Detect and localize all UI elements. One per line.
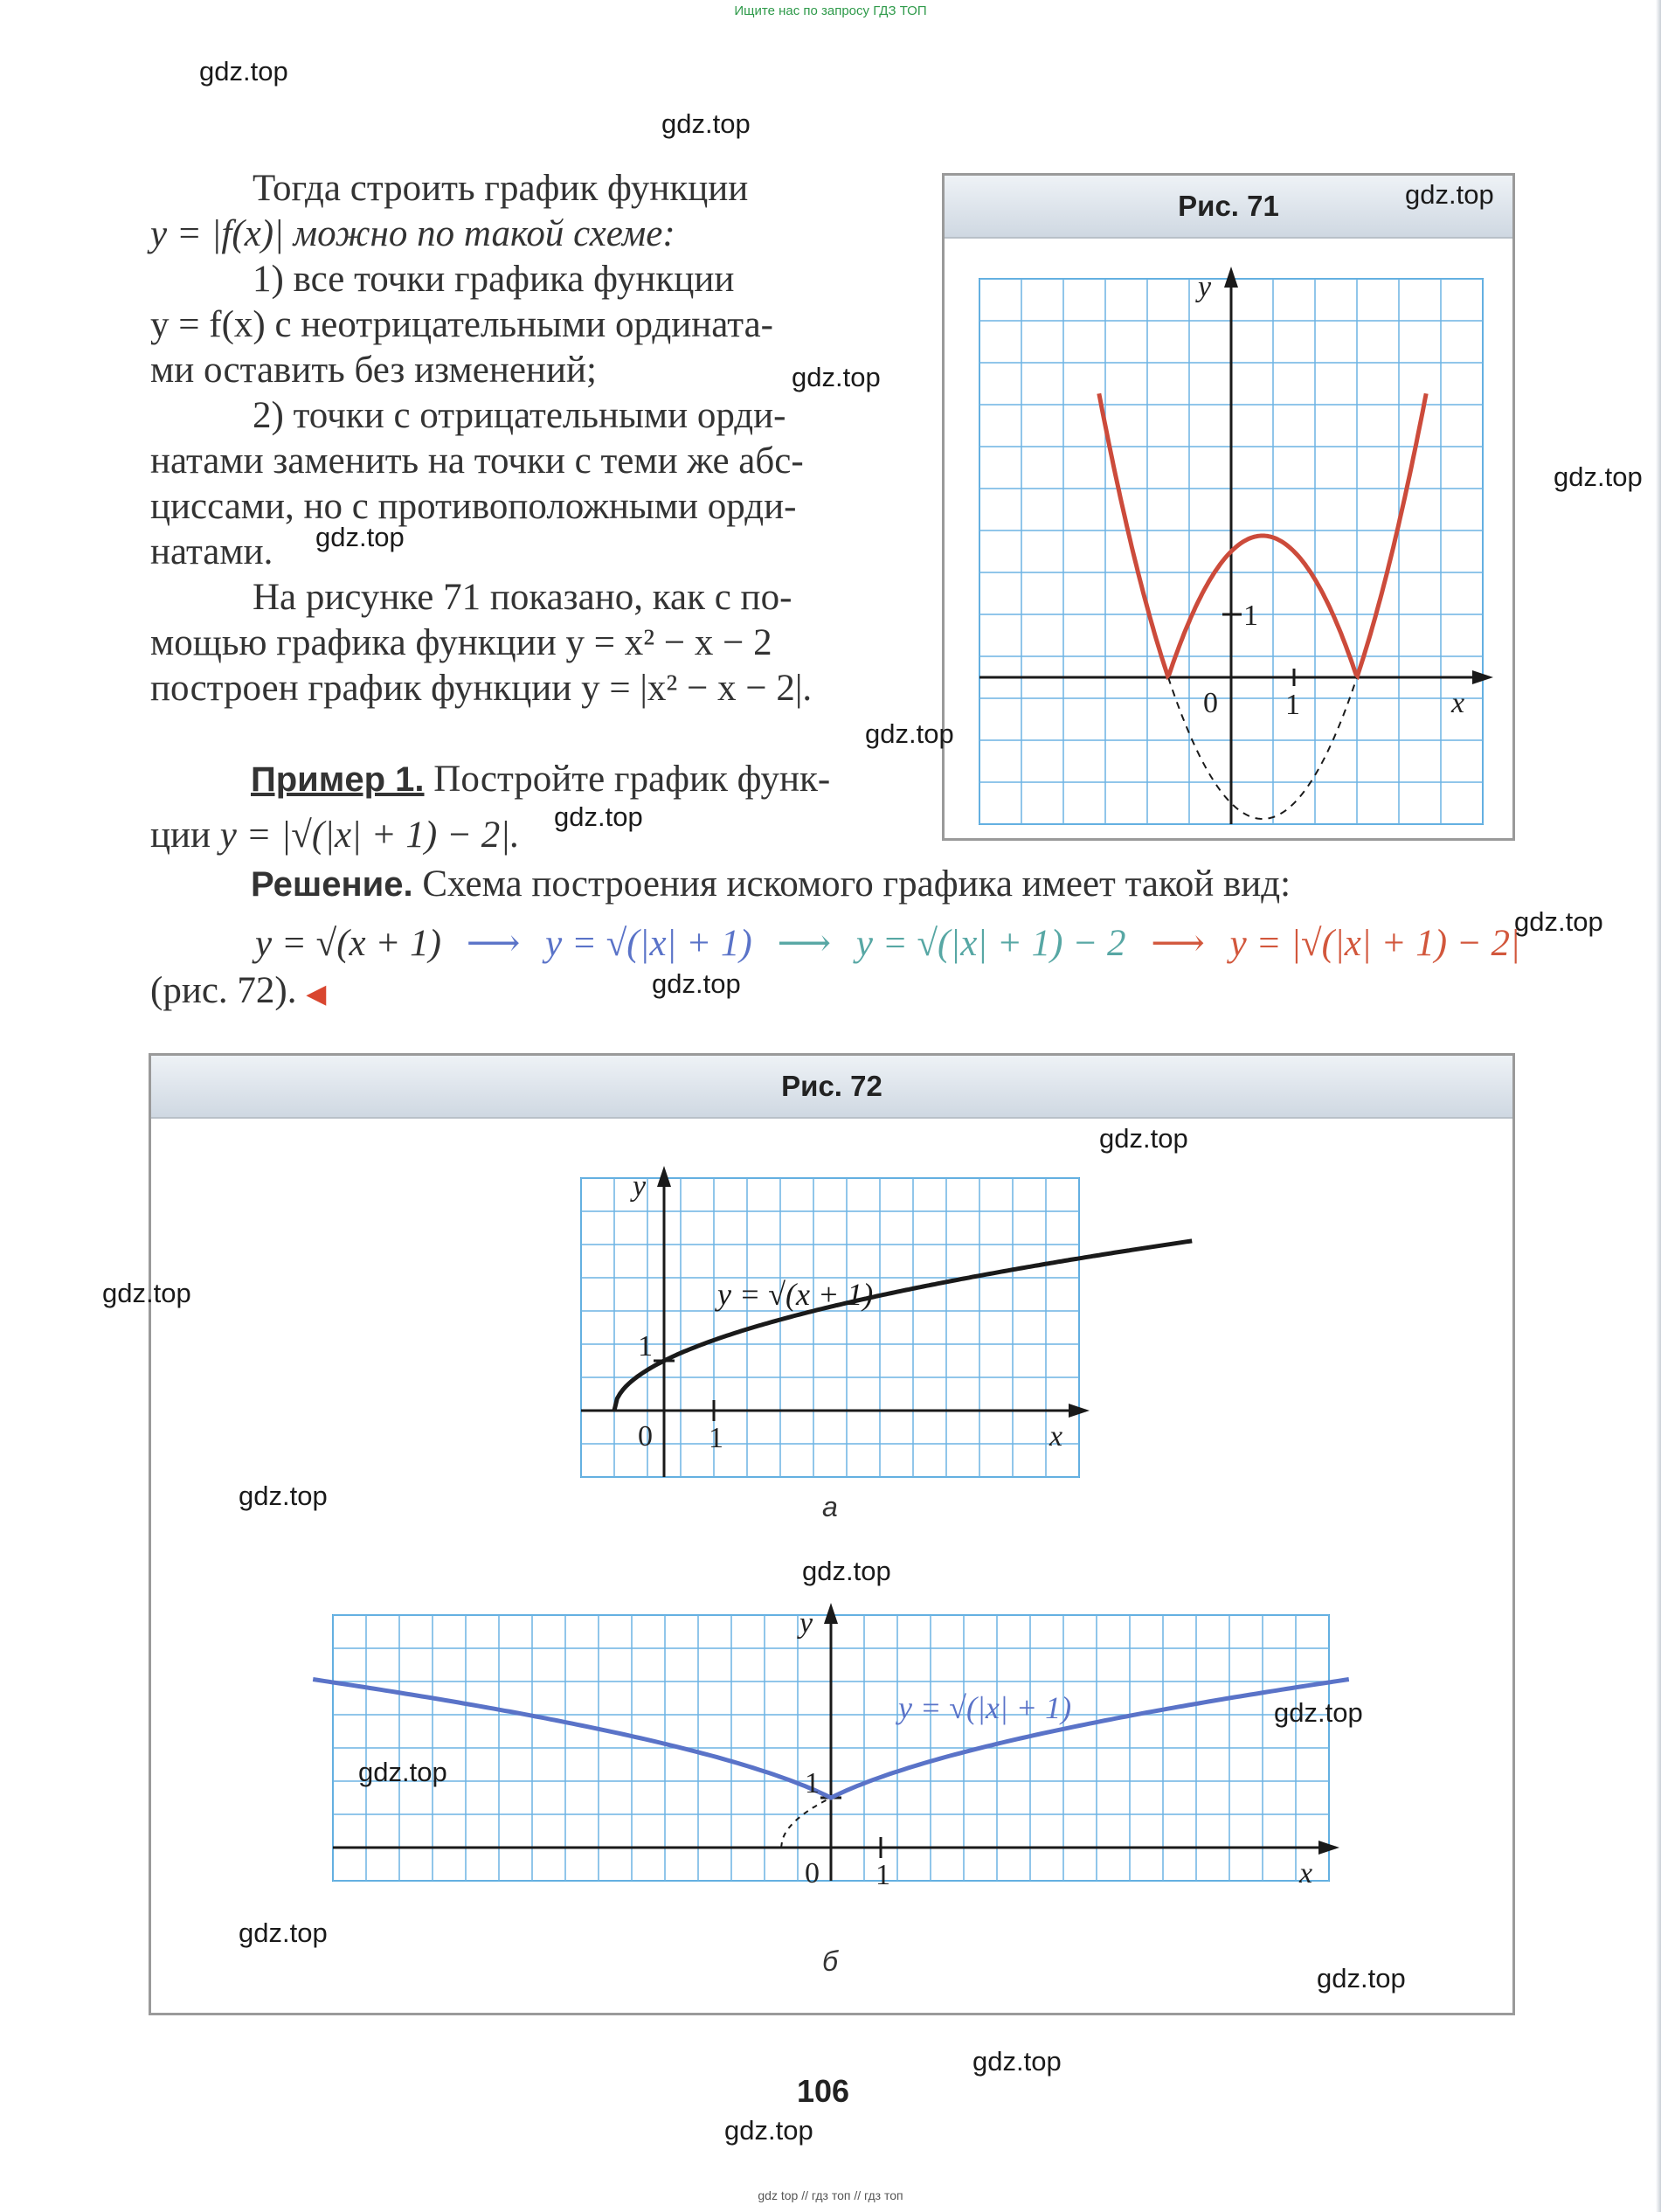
y-tick-label: 1 [638, 1330, 653, 1363]
watermark: gdz.top [315, 522, 405, 552]
step-2: y = √(|x| + 1) [545, 923, 752, 964]
origin-label: 0 [638, 1420, 653, 1453]
text-line-6: 2) точки с отрицательными орди- [253, 395, 786, 436]
text-line-3: 1) все точки графика функции [253, 259, 735, 300]
x-tick-label: 1 [709, 1422, 723, 1454]
arrow-3: ⟶ [1151, 923, 1205, 964]
text-line-8: циссами, но с противоположными орди- [150, 486, 797, 527]
solution-block [150, 862, 1520, 1019]
x-tick-label: 1 [1285, 689, 1300, 721]
text-line-10: На рисунке 71 показано, как с по- [253, 577, 792, 618]
page-number: 106 [797, 2073, 850, 2109]
curve-label: y = √(|x| + 1) [898, 1690, 1072, 1725]
text-line-11: мощью графика функции y = x² − x − 2 [150, 622, 772, 663]
x-tick-label: 1 [875, 1859, 890, 1891]
watermark: gdz.top [802, 1556, 891, 1586]
step-4: y = |√(|x| + 1) − 2| [1229, 923, 1520, 964]
watermark: gdz.top [1554, 461, 1643, 492]
page-edge [1656, 0, 1661, 2212]
figure-72-chart [151, 1056, 1512, 2013]
figure-71-title: Рис. 71 [945, 176, 1512, 239]
watermark: gdz.top [1317, 1963, 1406, 1994]
watermark: gdz.top [865, 718, 954, 749]
text-line-1: Тогда строить график функции [253, 168, 749, 209]
y-axis-label: y [633, 1170, 647, 1203]
solution-steps [255, 921, 1520, 967]
watermark: gdz.top [1514, 906, 1603, 937]
watermark: gdz.top [554, 801, 643, 832]
watermark: gdz.top [358, 1757, 447, 1787]
watermark: gdz.top [239, 1480, 328, 1511]
figure-71 [942, 173, 1515, 841]
watermark: gdz.top [652, 968, 741, 999]
solution-label: Решение. [251, 865, 413, 904]
x-axis-label: x [1049, 1420, 1063, 1453]
figure-71-chart [945, 176, 1512, 838]
plot-grid-frame [581, 1178, 1079, 1477]
y-axis-arrow-icon [1224, 267, 1238, 288]
example-block [150, 757, 902, 862]
y-axis-label: y [799, 1607, 813, 1640]
watermark: gdz.top [792, 362, 881, 392]
watermark: gdz.top [102, 1278, 191, 1308]
watermark: gdz.top [724, 2115, 813, 2146]
main-text-2 [150, 575, 902, 715]
figure-72-title: Рис. 72 [151, 1056, 1512, 1119]
y-tick-label: 1 [1243, 600, 1258, 632]
watermark: gdz.top [239, 1917, 328, 1948]
caption-a: а [822, 1491, 838, 1522]
watermark: gdz.top [1405, 179, 1494, 210]
text-line-9: натами. [150, 531, 273, 572]
example-text-2: ции [150, 815, 211, 856]
text-line-7: натами заменить на точки с теми же абс- [150, 440, 804, 482]
y-axis-label: y [1198, 271, 1212, 303]
text-line-4: y = f(x) с неотрицательными ордината- [150, 304, 773, 345]
curve-label: y = √(x + 1) [717, 1277, 874, 1312]
caption-b: б [822, 1945, 838, 1977]
text-line-12: построен график функции y = |x² − x − 2|. [150, 668, 813, 709]
main-text [150, 166, 893, 577]
example-formula: y = |√(|x| + 1) − 2|. [219, 815, 520, 856]
watermark: gdz.top [199, 56, 288, 87]
solution-text: Схема построения искомого графика имеет такой вид: [422, 863, 1291, 905]
solution-ref: (рис. 72). [150, 970, 297, 1011]
example-label: Пример 1. [251, 760, 425, 799]
watermark: gdz.top [661, 108, 751, 139]
watermark: gdz.top [972, 2046, 1062, 2077]
y-axis-arrow-icon [824, 1603, 838, 1624]
top-banner: Ищите нас по запросу ГДЗ ТОП [734, 3, 927, 18]
figure-72 [149, 1053, 1515, 2015]
example-text-1: Постройте график функ- [433, 759, 831, 800]
step-1: y = √(x + 1) [255, 923, 441, 964]
text-line-2: y = |f(x)| можно по такой схеме: [150, 213, 675, 254]
origin-label: 0 [805, 1857, 820, 1890]
origin-label: 0 [1203, 687, 1218, 719]
y-axis-arrow-icon [657, 1166, 671, 1187]
step-3: y = √(|x| + 1) − 2 [855, 923, 1126, 964]
watermark: gdz.top [1274, 1697, 1363, 1728]
bottom-banner: gdz top // гдз топ // гдз топ [758, 2188, 903, 2202]
x-axis-label: x [1451, 687, 1465, 719]
watermark: gdz.top [1099, 1123, 1188, 1154]
x-axis-label: x [1299, 1857, 1313, 1890]
end-marker-icon: ◀ [306, 980, 327, 1009]
text-line-5: ми оставить без изменений; [150, 350, 597, 391]
arrow-1: ⟶ [466, 923, 521, 964]
y-tick-label: 1 [805, 1767, 820, 1799]
arrow-2: ⟶ [777, 923, 832, 964]
